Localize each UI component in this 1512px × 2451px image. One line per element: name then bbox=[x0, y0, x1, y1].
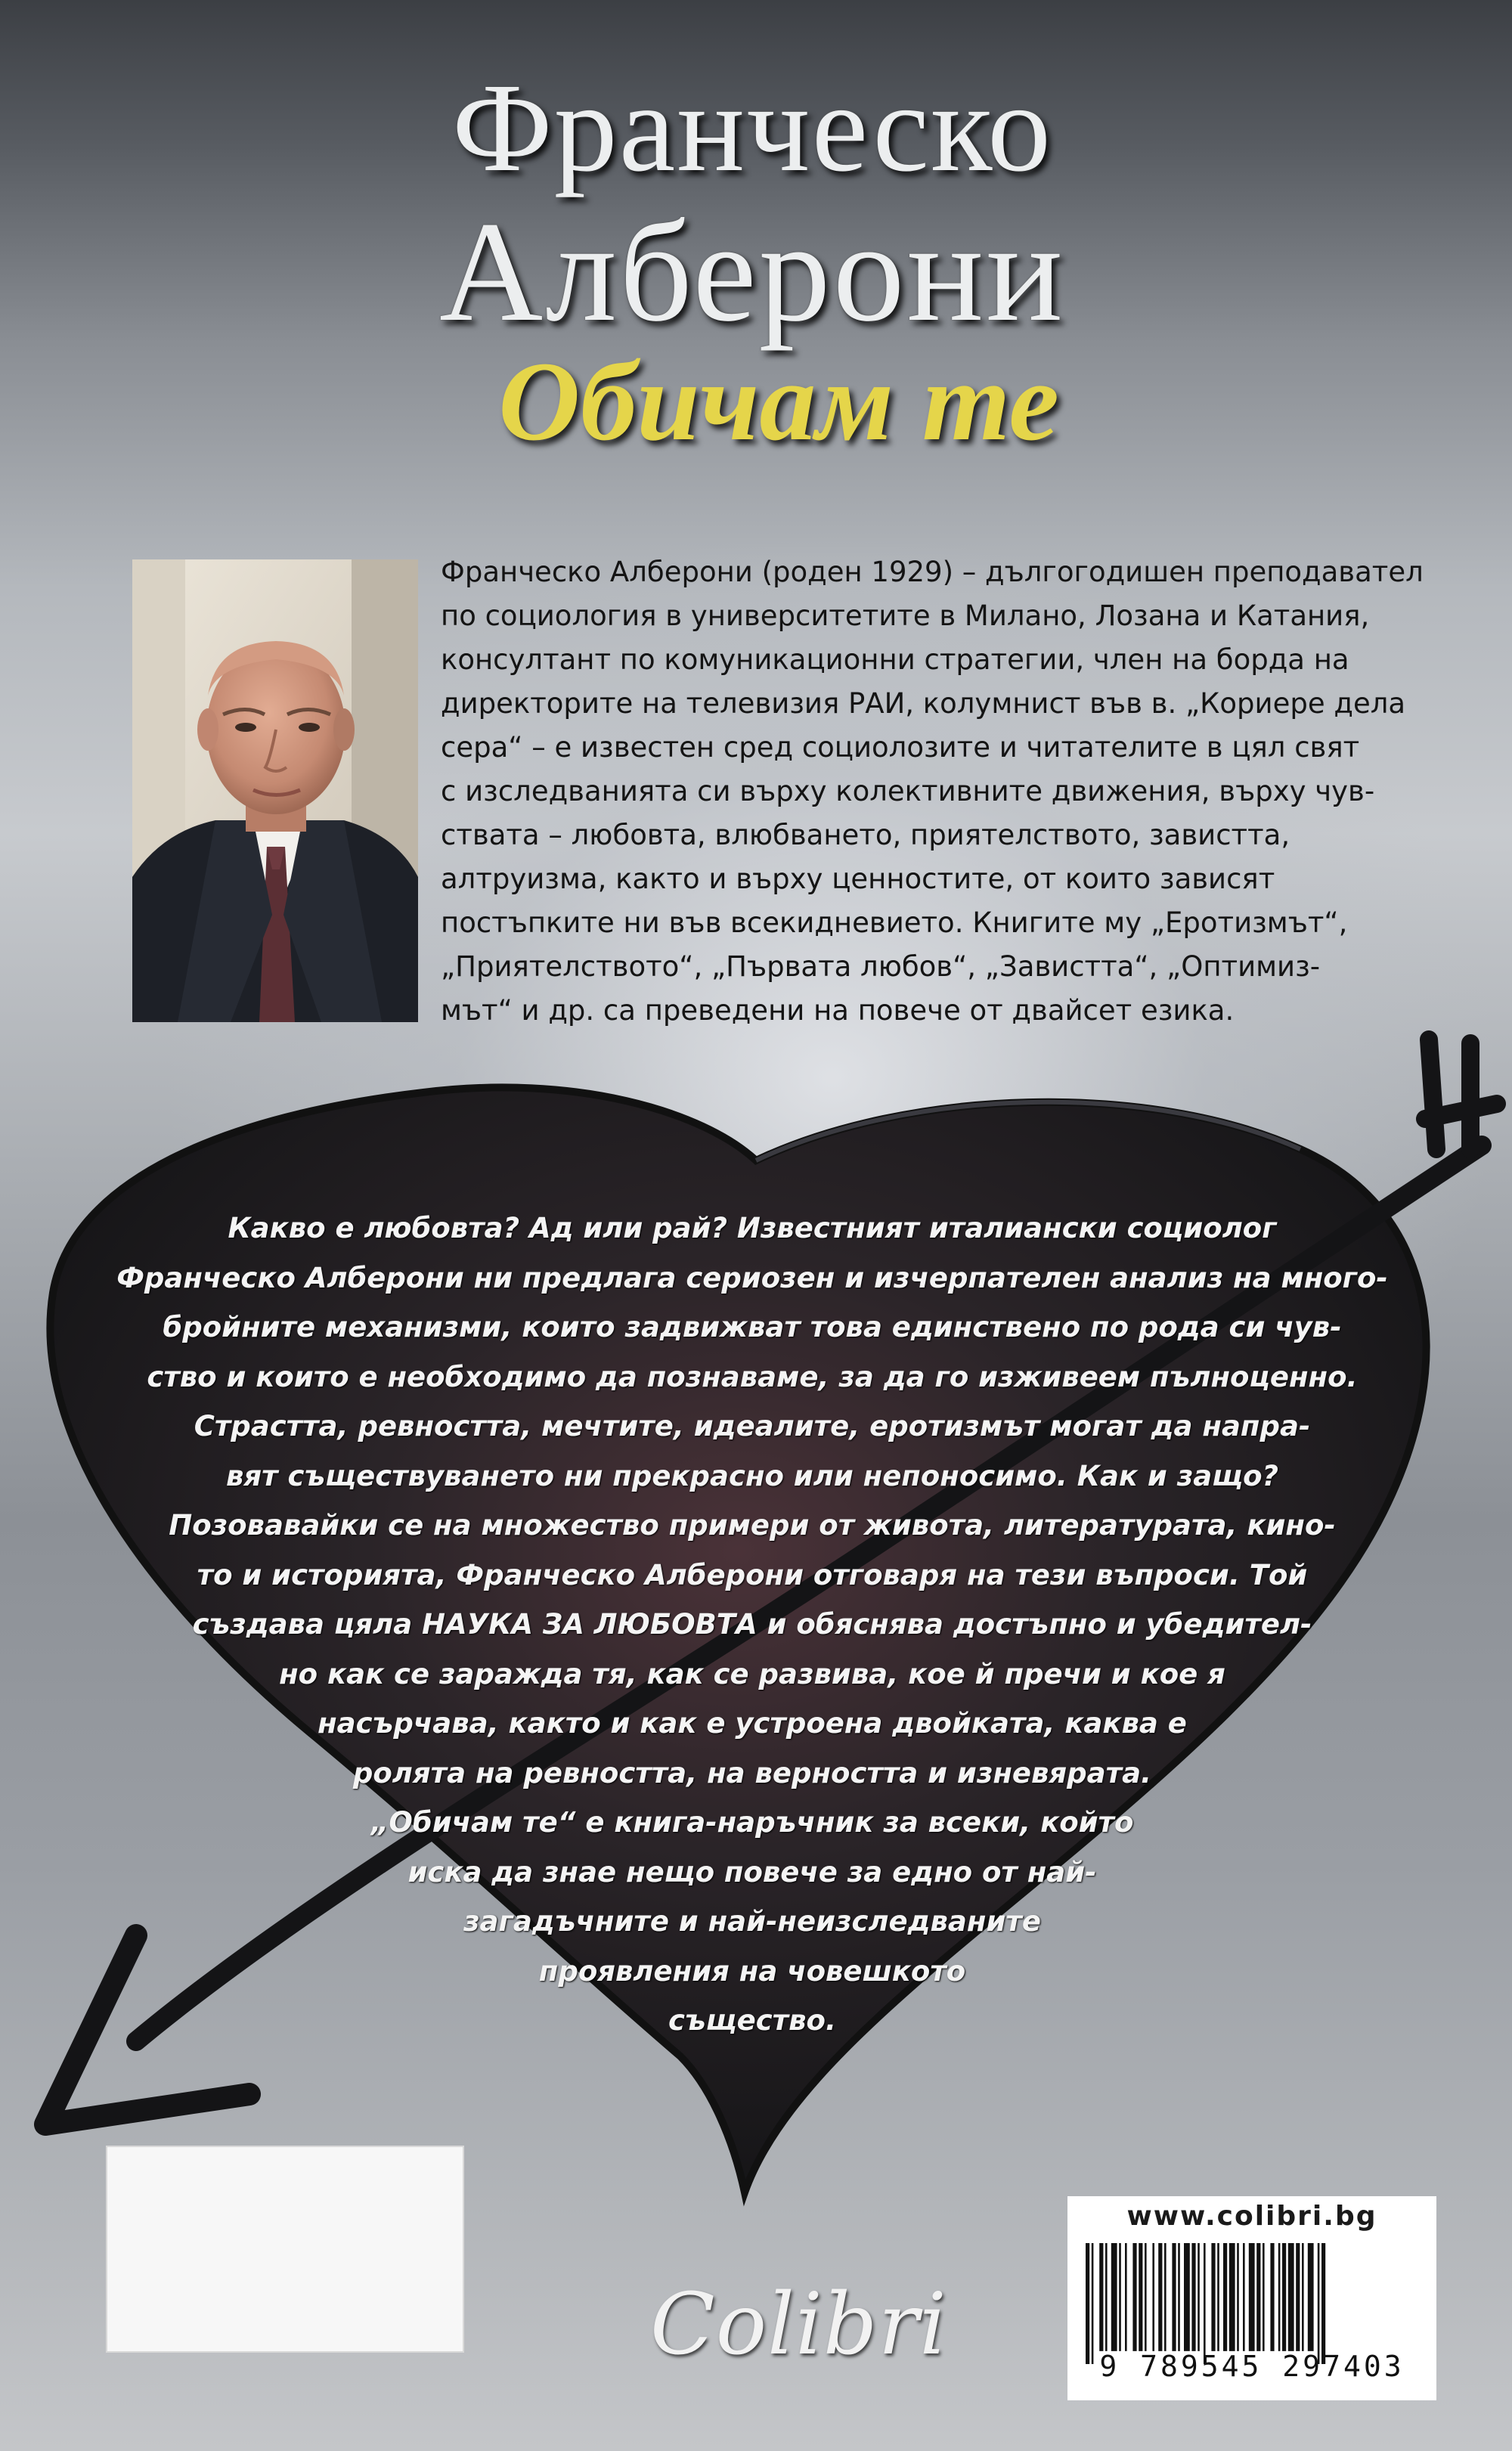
blurb-line: вят съществуването ни прекрасно или непоносимо. Как и защо? bbox=[226, 1459, 1278, 1492]
barcode-bar bbox=[1204, 2243, 1206, 2364]
barcode-bar bbox=[1178, 2243, 1180, 2351]
bio-line: сера“ – е известен сред социолозите и читателите в цял свят bbox=[441, 731, 1360, 764]
barcode-bar bbox=[1217, 2243, 1219, 2351]
bio-line: „Приятелството“, „Първата любов“, „Завистта“, „Оптимиз- bbox=[441, 950, 1321, 983]
barcode-bar bbox=[1184, 2243, 1190, 2351]
blurb-line: същество. bbox=[668, 2004, 836, 2037]
barcode-bar bbox=[1321, 2243, 1325, 2364]
publisher-logo: Colibri bbox=[650, 2276, 947, 2374]
barcode-bar bbox=[1092, 2243, 1094, 2364]
blurb-line: Какво е любовта? Ад или рай? Известният италиански социолог bbox=[228, 1212, 1277, 1244]
author-first-name: Франческо bbox=[451, 57, 1053, 198]
barcode-bar bbox=[1099, 2243, 1103, 2351]
price-sticker bbox=[106, 2146, 464, 2353]
barcode-bar bbox=[1302, 2243, 1304, 2351]
barcode-bar bbox=[1318, 2243, 1320, 2364]
barcode-bar bbox=[1125, 2243, 1127, 2351]
blurb-line: загадъчните и най-неизследваните bbox=[463, 1905, 1041, 1938]
book-title: Обичам те bbox=[498, 339, 1059, 464]
barcode-bar bbox=[1164, 2243, 1167, 2351]
barcode-bar bbox=[1132, 2243, 1136, 2351]
barcode-bar bbox=[1288, 2243, 1294, 2351]
barcode-bar bbox=[1282, 2243, 1286, 2351]
blurb-line: създава цяла НАУКА ЗА ЛЮБОВТА и обяснява достъпно и убедител- bbox=[192, 1608, 1312, 1641]
blurb-line: насърчава, както и как е устроена двойката, каква е bbox=[318, 1707, 1187, 1740]
barcode-bar bbox=[1198, 2243, 1200, 2351]
blurb-line: ролята на ревността, на верността и изневярата. bbox=[352, 1756, 1152, 1789]
barcode-bar bbox=[1211, 2243, 1215, 2351]
barcode-bar bbox=[1256, 2243, 1260, 2351]
barcode-bar bbox=[1270, 2243, 1274, 2351]
barcode-bar bbox=[1278, 2243, 1281, 2351]
bio-line: Франческо Алберони (роден 1929) – дългогодишен преподавател bbox=[441, 556, 1424, 588]
bio-line: мът“ и др. са преведени на повече от двайсет езика. bbox=[441, 994, 1235, 1027]
barcode-bar bbox=[1191, 2243, 1195, 2351]
author-last-name: Алберони bbox=[439, 193, 1065, 352]
publisher-website: www.colibri.bg bbox=[1126, 2201, 1377, 2232]
bio-line: консултант по комуникационни стратегии, член на борда на bbox=[441, 643, 1349, 676]
barcode-bar bbox=[1152, 2243, 1154, 2351]
barcode-bar bbox=[1263, 2243, 1265, 2351]
book-description bbox=[113, 1204, 1391, 2046]
barcode-bar bbox=[1223, 2243, 1227, 2351]
bio-line: по социология в университетите в Милано, Лозана и Катания, bbox=[441, 600, 1370, 632]
barcode-bar bbox=[1145, 2243, 1147, 2351]
blurb-line: ство и които е необходимо да познаваме, за да го изживеем пълноценно. bbox=[147, 1360, 1358, 1393]
arrow-fletching bbox=[1425, 1040, 1497, 1149]
barcode-digits: 9 789545 297403 bbox=[1099, 2350, 1405, 2383]
barcode-bar bbox=[1086, 2243, 1089, 2364]
blurb-line: „Обичам те“ е книга-наръчник за всеки, който bbox=[370, 1806, 1134, 1839]
blurb-line: Позовавайки се на множество примери от живота, литературата, кино- bbox=[169, 1509, 1336, 1542]
barcode-image bbox=[1083, 2243, 1421, 2364]
blurb-line: проявления на човешкото bbox=[538, 1954, 966, 1988]
barcode-bar bbox=[1105, 2243, 1108, 2351]
blurb-line: Страстта, ревността, мечтите, идеалите, еротизмът могат да напра- bbox=[194, 1410, 1311, 1442]
barcode-bar bbox=[1158, 2243, 1162, 2351]
blurb-line: Франческо Алберони ни предлага сериозен и изчерпателен анализ на много- bbox=[116, 1261, 1388, 1294]
barcode-bar bbox=[1243, 2243, 1245, 2351]
barcode-bar bbox=[1111, 2243, 1117, 2351]
barcode-bar bbox=[1119, 2243, 1121, 2351]
barcode-bar bbox=[1139, 2243, 1142, 2351]
barcode-bar bbox=[1296, 2243, 1300, 2351]
blurb-line: бройните механизми, които задвижват това единствено по рода си чув- bbox=[163, 1311, 1342, 1343]
bio-line: постъпките ни във всекидневието. Книгите му „Еротизмът“, bbox=[441, 906, 1348, 939]
barcode-bar bbox=[1172, 2243, 1176, 2351]
blurb-line: иска да знае нещо повече за едно от най- bbox=[407, 1855, 1097, 1889]
blurb-line: но как се заражда тя, как се развива, кое й пречи и кое я bbox=[279, 1657, 1225, 1690]
bio-line: ствата – любовта, влюбването, приятелството, завистта, bbox=[441, 819, 1290, 851]
barcode-bar bbox=[1229, 2243, 1235, 2351]
barcode-bar bbox=[1249, 2243, 1255, 2351]
barcode-bar bbox=[1308, 2243, 1314, 2351]
bio-line: алтруизма, както и върху ценностите, от които зависят bbox=[441, 863, 1275, 895]
barcode-bar bbox=[1237, 2243, 1239, 2351]
bio-line: директорите на телевизия РАИ, колумнист във в. „Кориере дела bbox=[441, 687, 1406, 720]
blurb-line: то и историята, Франческо Алберони отговаря на тези въпроси. Той bbox=[197, 1558, 1308, 1591]
bio-line: с изследванията си върху колективните движения, върху чув- bbox=[441, 775, 1375, 807]
barcode-panel bbox=[1067, 2196, 1436, 2400]
